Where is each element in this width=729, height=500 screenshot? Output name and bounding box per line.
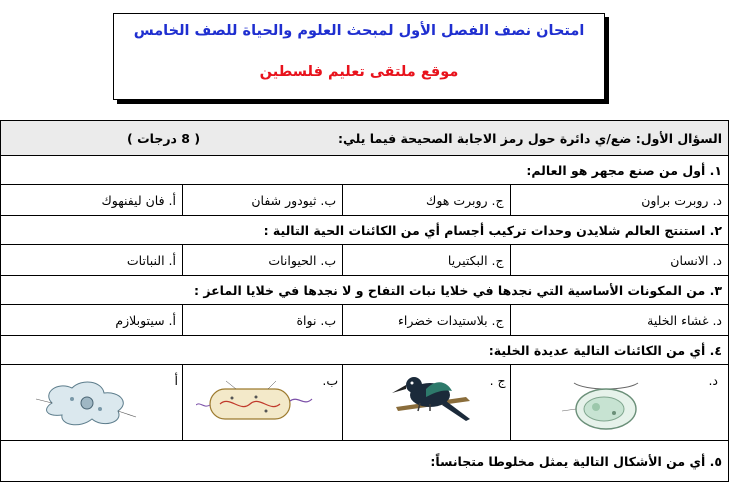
amoeba-cell-icon xyxy=(32,373,142,433)
question-row xyxy=(1,336,729,365)
option-1b[interactable]: ب. ثيودور شفان xyxy=(183,185,343,216)
option-4c[interactable] xyxy=(343,365,510,441)
option-3d[interactable]: د. غشاء الخلية xyxy=(510,305,728,336)
option-2c[interactable]: ج. البكتيريا xyxy=(343,245,510,276)
question-4-text: ٤. أي من الكائنات التالية عديدة الخلية: xyxy=(1,336,729,365)
option-4d[interactable] xyxy=(510,365,728,441)
option-4b-label: ب. xyxy=(322,373,339,388)
options-row xyxy=(1,305,729,336)
option-3a[interactable]: أ. سيتوبلازم xyxy=(1,305,183,336)
question-row xyxy=(1,276,729,305)
option-1d[interactable]: د. روبرت براون xyxy=(510,185,728,216)
question-row xyxy=(1,216,729,245)
option-4d-label: د. xyxy=(708,373,718,388)
question-3-text: ٣. من المكونات الأساسية التي نجدها في خلايا نبات التفاح و لا نجدها في خلايا الماعز : xyxy=(1,276,729,305)
marks-label: ( 8 درجات ) xyxy=(127,130,201,146)
option-1c[interactable]: ج. روبرت هوك xyxy=(343,185,510,216)
site-name: موقع ملتقى تعليم فلسطين xyxy=(259,64,459,80)
bacteria-cell-icon xyxy=(196,371,316,433)
exam-title: امتحان نصف الفصل الأول لمبحث العلوم والحياة للصف الخامس xyxy=(133,23,585,39)
protozoa-cell-icon xyxy=(556,371,656,435)
option-4a-label: أ xyxy=(174,373,178,388)
bird-icon xyxy=(386,367,476,433)
questions-table xyxy=(0,120,729,482)
question-row xyxy=(1,441,729,482)
option-2d[interactable]: د. الانسان xyxy=(510,245,728,276)
section-question-label: السؤال الأول: ضع/ي دائرة حول رمز الاجابة الصحيحة فيما يلي: xyxy=(338,130,722,146)
question-2-text: ٢. استنتج العالم شلايدن وحدات تركيب أجسام أي من الكائنات الحية التالية : xyxy=(1,216,729,245)
options-row xyxy=(1,185,729,216)
option-4a[interactable] xyxy=(1,365,183,441)
option-2b[interactable]: ب. الحيوانات xyxy=(183,245,343,276)
option-3c[interactable]: ج. بلاستيدات خضراء xyxy=(343,305,510,336)
option-2a[interactable]: أ. النباتات xyxy=(1,245,183,276)
title-box xyxy=(113,13,605,100)
option-4c-label: ج . xyxy=(489,373,506,388)
option-3b[interactable]: ب. نواة xyxy=(183,305,343,336)
options-row xyxy=(1,245,729,276)
question-row xyxy=(1,156,729,185)
question-5-text: ٥. أي من الأشكال التالية يمثل مخلوطا متجانساً: xyxy=(1,441,729,482)
image-options-row xyxy=(1,365,729,441)
option-4b[interactable] xyxy=(183,365,343,441)
question-1-text: ١. أول من صنع مجهر هو العالم: xyxy=(1,156,729,185)
option-1a[interactable]: أ. فان ليفنهوك xyxy=(1,185,183,216)
section-header-row xyxy=(1,121,729,156)
